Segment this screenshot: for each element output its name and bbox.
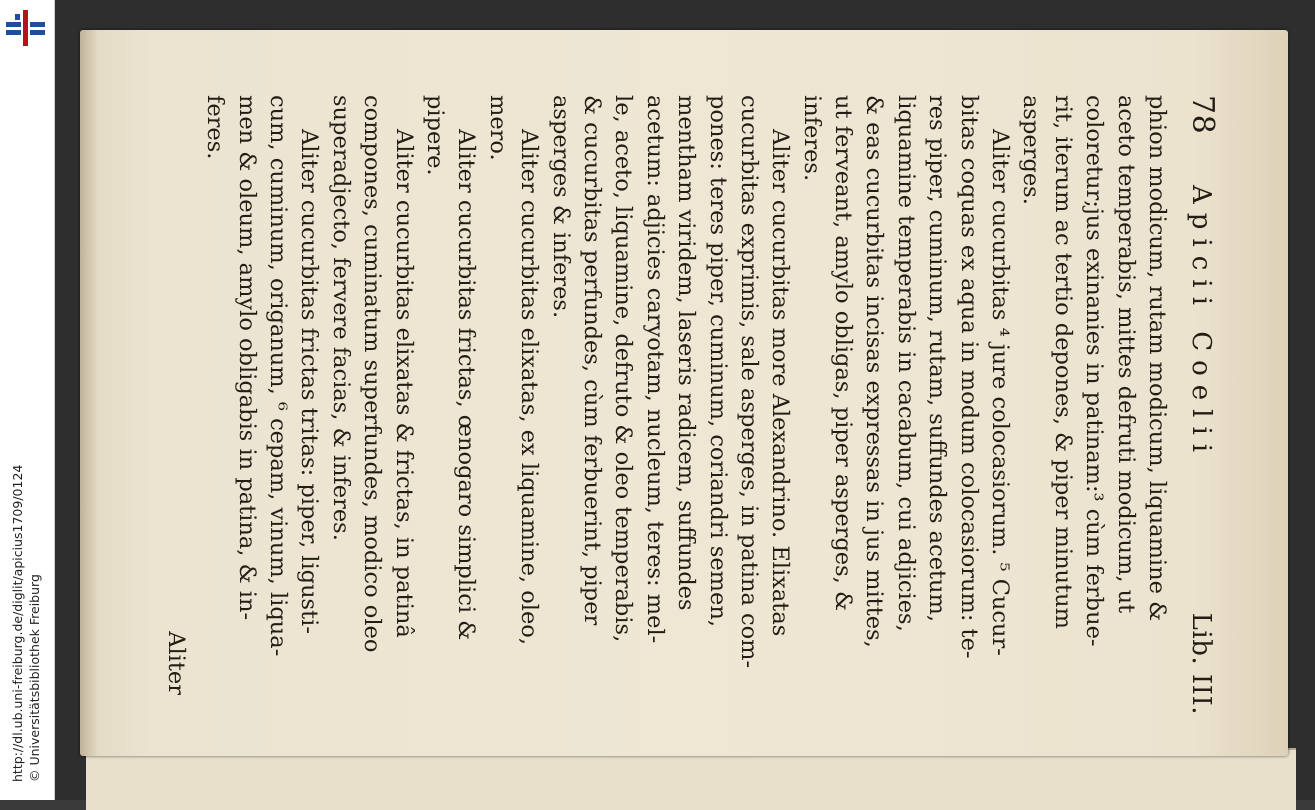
text-line: asperges & inferes. xyxy=(547,95,574,319)
copyright-line: © Universitätsbibliothek Freiburg xyxy=(27,574,42,782)
text-line: Aliter cucurbitas elixatas, ex liquamine, oleo, xyxy=(516,129,543,645)
text-line: acetum: adjicies caryotam, nucleum, teres: mel- xyxy=(641,95,668,644)
text-line: le, aceto, liquamine, defruto & oleo temperabis, xyxy=(610,95,637,643)
catchword: Aliter xyxy=(162,631,189,695)
viewer-sidebar xyxy=(0,0,55,800)
page-number: 78 xyxy=(1185,95,1220,135)
text-line: Aliter cucurbitas elixatas & frictas, in patinâ xyxy=(390,129,417,638)
text-line: inferes. xyxy=(798,95,825,182)
text-line: Aliter cucurbitas frictas tritas: piper, ligusti- xyxy=(296,129,323,634)
text-line: res piper, cuminum, rutam, suffundes acetum, xyxy=(924,95,951,623)
book-reference: Lib. III. xyxy=(1186,612,1216,715)
text-line: Aliter cucurbitas frictas, œnogaro simplici & xyxy=(453,129,480,641)
text-line: mentham viridem, laseris radicem, suffundes xyxy=(673,95,700,611)
spine-shadow xyxy=(80,30,98,756)
text-line: & cucurbitas perfundes, cùm ferbuerint, piper xyxy=(578,95,605,626)
source-url[interactable]: http://dl.ub.uni-freiburg.de/diglit/apicius1709/0124 xyxy=(10,464,25,782)
text-line: & eas cucurbitas incisas expressas in jus mittes, xyxy=(861,95,888,648)
running-head: Apicii Coelii xyxy=(1186,185,1216,462)
text-line: mero. xyxy=(484,95,511,161)
text-line: compones, cuminatum superfundes, modico oleo xyxy=(359,95,386,653)
text-line: ut ferveant, amylo obligas, piper asperges, & xyxy=(830,95,857,611)
text-line: Aliter cucurbitas more Alexandrino. Elixatas xyxy=(767,129,794,637)
text-line: asperges. xyxy=(1018,95,1045,205)
text-line: Aliter cucurbitas ⁴ jure colocasiorum. ⁵ Cucur- xyxy=(987,129,1014,656)
page-text xyxy=(120,95,1220,715)
text-line: cucurbitas exprimis, sale asperges, in patina com- xyxy=(735,95,762,669)
text-line: feres. xyxy=(202,95,229,160)
text-line: bitas coquas ex aqua in modum colocasiorum: te- xyxy=(955,95,982,659)
page-header xyxy=(1172,95,1220,715)
text-line: superadjecto, fervere facias, & inferes. xyxy=(327,95,354,541)
text-line: pipere. xyxy=(422,95,449,176)
text-line: liquamine temperabis in cacabum, cui adjicies, xyxy=(892,95,919,632)
source-credit xyxy=(0,0,54,800)
text-line: coloretur;jus exinanies in patinam:³ cùm ferbue- xyxy=(1081,95,1108,647)
facing-page-edge xyxy=(86,748,1296,810)
text-line: phion modicum, rutam modicum, liquamine & xyxy=(1144,95,1170,622)
text-line: pones: teres piper, cuminum, coriandri semen, xyxy=(704,95,731,627)
text-line: men & oleum, amylo obligabis in patina, & in- xyxy=(233,95,260,621)
text-line: rit, iterum ac tertio depones, & piper minutum xyxy=(1049,95,1076,629)
text-line: cum, cuminum, origanum, ⁶ cepam, vinum, liqua- xyxy=(265,95,292,657)
text-line: aceto temperabis, mittes defruti modicum, ut xyxy=(1112,95,1139,614)
